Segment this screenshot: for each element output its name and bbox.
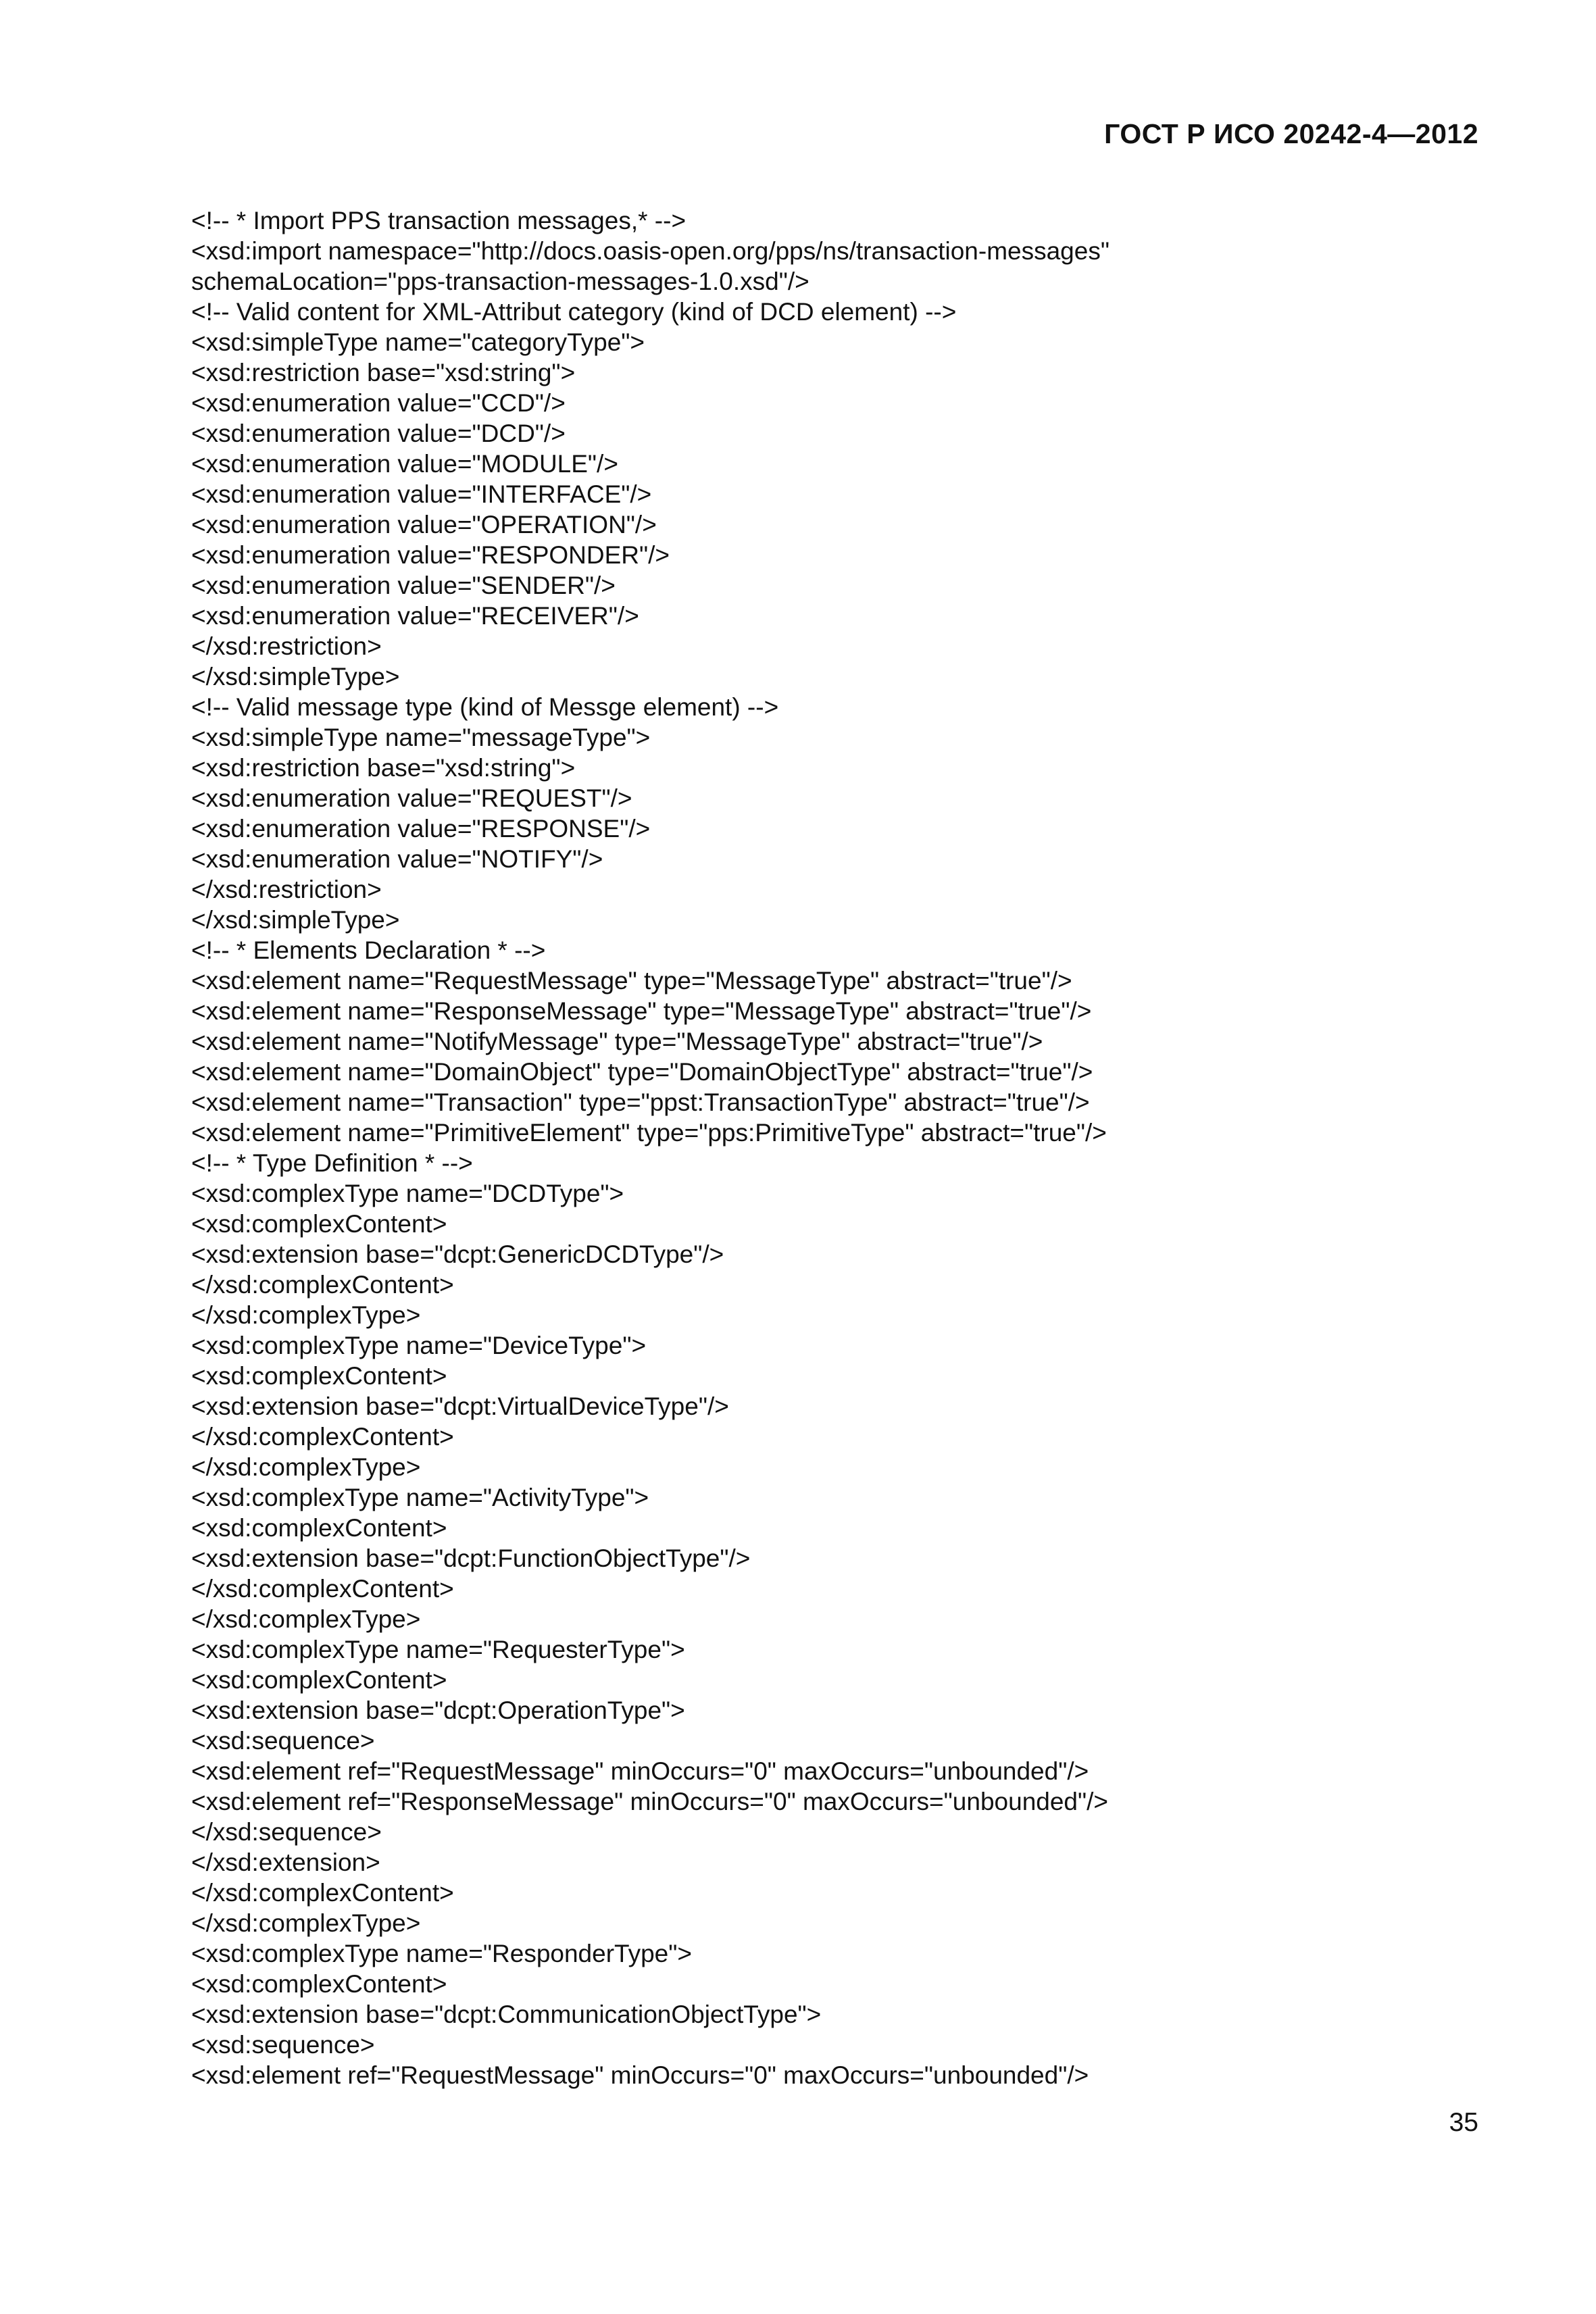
code-line: <xsd:enumeration value="INTERFACE"/> (191, 480, 652, 508)
code-line: <xsd:simpleType name="messageType"> (191, 724, 651, 751)
code-line: <xsd:complexContent> (191, 1514, 447, 1542)
code-line: schemaLocation="pps-transaction-messages-1.0.xsd"/> (191, 268, 809, 295)
code-line: <xsd:element name="NotifyMessage" type="MessageType" abstract="true"/> (191, 1028, 1043, 1055)
code-line: <xsd:complexContent> (191, 1362, 447, 1390)
code-line: <xsd:enumeration value="RESPONSE"/> (191, 815, 651, 842)
code-line: <xsd:element ref="RequestMessage" minOccurs="0" maxOccurs="unbounded"/> (191, 2061, 1089, 2089)
code-line: <xsd:element ref="ResponseMessage" minOccurs="0" maxOccurs="unbounded"/> (191, 1788, 1109, 1815)
code-line: </xsd:complexType> (191, 1453, 421, 1481)
code-line: </xsd:complexType> (191, 1909, 421, 1937)
code-line: <xsd:restriction base="xsd:string"> (191, 359, 576, 386)
code-line: <xsd:complexType name="DeviceType"> (191, 1332, 647, 1359)
code-line: <xsd:enumeration value="NOTIFY"/> (191, 845, 603, 873)
code-line: </xsd:simpleType> (191, 906, 400, 934)
code-line: </xsd:sequence> (191, 1818, 382, 1846)
code-line: <xsd:element ref="RequestMessage" minOccurs="0" maxOccurs="unbounded"/> (191, 1757, 1089, 1785)
code-line: <xsd:sequence> (191, 1727, 375, 1755)
xsd-code-listing (191, 205, 1475, 2090)
code-line: </xsd:complexContent> (191, 1423, 454, 1451)
code-line: <!-- * Type Definition * --> (191, 1149, 473, 1177)
code-line: <xsd:import namespace="http://docs.oasis-open.org/pps/ns/transaction-messages" (191, 237, 1109, 265)
code-line: </xsd:simpleType> (191, 663, 400, 690)
code-line: <!-- Valid content for XML-Attribut category (kind of DCD element) --> (191, 298, 957, 326)
code-line: <xsd:enumeration value="RESPONDER"/> (191, 541, 670, 569)
code-line: <xsd:enumeration value="REQUEST"/> (191, 784, 632, 812)
code-line: <xsd:element name="ResponseMessage" type="MessageType" abstract="true"/> (191, 997, 1092, 1025)
code-line: <xsd:element name="RequestMessage" type="MessageType" abstract="true"/> (191, 967, 1072, 995)
code-line: <xsd:extension base="dcpt:VirtualDeviceType"/> (191, 1392, 729, 1420)
page-number: 35 (1449, 2108, 1478, 2137)
code-line: <xsd:enumeration value="SENDER"/> (191, 572, 616, 599)
code-line: <!-- * Elements Declaration * --> (191, 936, 546, 964)
code-line: <xsd:enumeration value="CCD"/> (191, 389, 566, 417)
code-line: </xsd:complexType> (191, 1605, 421, 1633)
code-line: <xsd:complexType name="DCDType"> (191, 1180, 624, 1207)
code-line: <xsd:extension base="dcpt:OperationType"> (191, 1696, 685, 1724)
code-line: <xsd:complexType name="ActivityType"> (191, 1484, 649, 1511)
code-line: </xsd:complexContent> (191, 1575, 454, 1603)
code-line: </xsd:complexType> (191, 1301, 421, 1329)
code-line: <xsd:element name="DomainObject" type="DomainObjectType" abstract="true"/> (191, 1058, 1093, 1086)
code-line: <xsd:complexContent> (191, 1970, 447, 1998)
code-line: <xsd:element name="PrimitiveElement" type="pps:PrimitiveType" abstract="true"/> (191, 1119, 1107, 1147)
code-line: </xsd:restriction> (191, 632, 382, 660)
code-line: <xsd:complexType name="RequesterType"> (191, 1636, 685, 1663)
code-line: <xsd:enumeration value="OPERATION"/> (191, 511, 657, 538)
code-line: <xsd:simpleType name="categoryType"> (191, 328, 645, 356)
code-line: <xsd:enumeration value="DCD"/> (191, 420, 566, 447)
code-line: <xsd:extension base="dcpt:CommunicationObjectType"> (191, 2001, 822, 2028)
code-line: <xsd:sequence> (191, 2031, 375, 2059)
standard-designation-header: ГОСТ Р ИСО 20242-4—2012 (1104, 118, 1478, 149)
code-line: <xsd:complexContent> (191, 1210, 447, 1238)
code-line: <xsd:extension base="dcpt:FunctionObjectType"/> (191, 1544, 751, 1572)
code-line: <xsd:complexType name="ResponderType"> (191, 1940, 692, 1967)
code-line: </xsd:restriction> (191, 876, 382, 903)
code-line: <xsd:element name="Transaction" type="ppst:TransactionType" abstract="true"/> (191, 1088, 1090, 1116)
code-line: <xsd:extension base="dcpt:GenericDCDType"/> (191, 1240, 724, 1268)
code-line: <xsd:enumeration value="MODULE"/> (191, 450, 618, 478)
code-line: <xsd:complexContent> (191, 1666, 447, 1694)
code-line: <!-- Valid message type (kind of Messge element) --> (191, 693, 779, 721)
code-line: <!-- * Import PPS transaction messages,* --> (191, 207, 687, 234)
code-line: <xsd:restriction base="xsd:string"> (191, 754, 576, 782)
code-line: <xsd:enumeration value="RECEIVER"/> (191, 602, 639, 630)
code-line: </xsd:complexContent> (191, 1879, 454, 1907)
code-line: </xsd:complexContent> (191, 1271, 454, 1299)
code-line: </xsd:extension> (191, 1848, 380, 1876)
